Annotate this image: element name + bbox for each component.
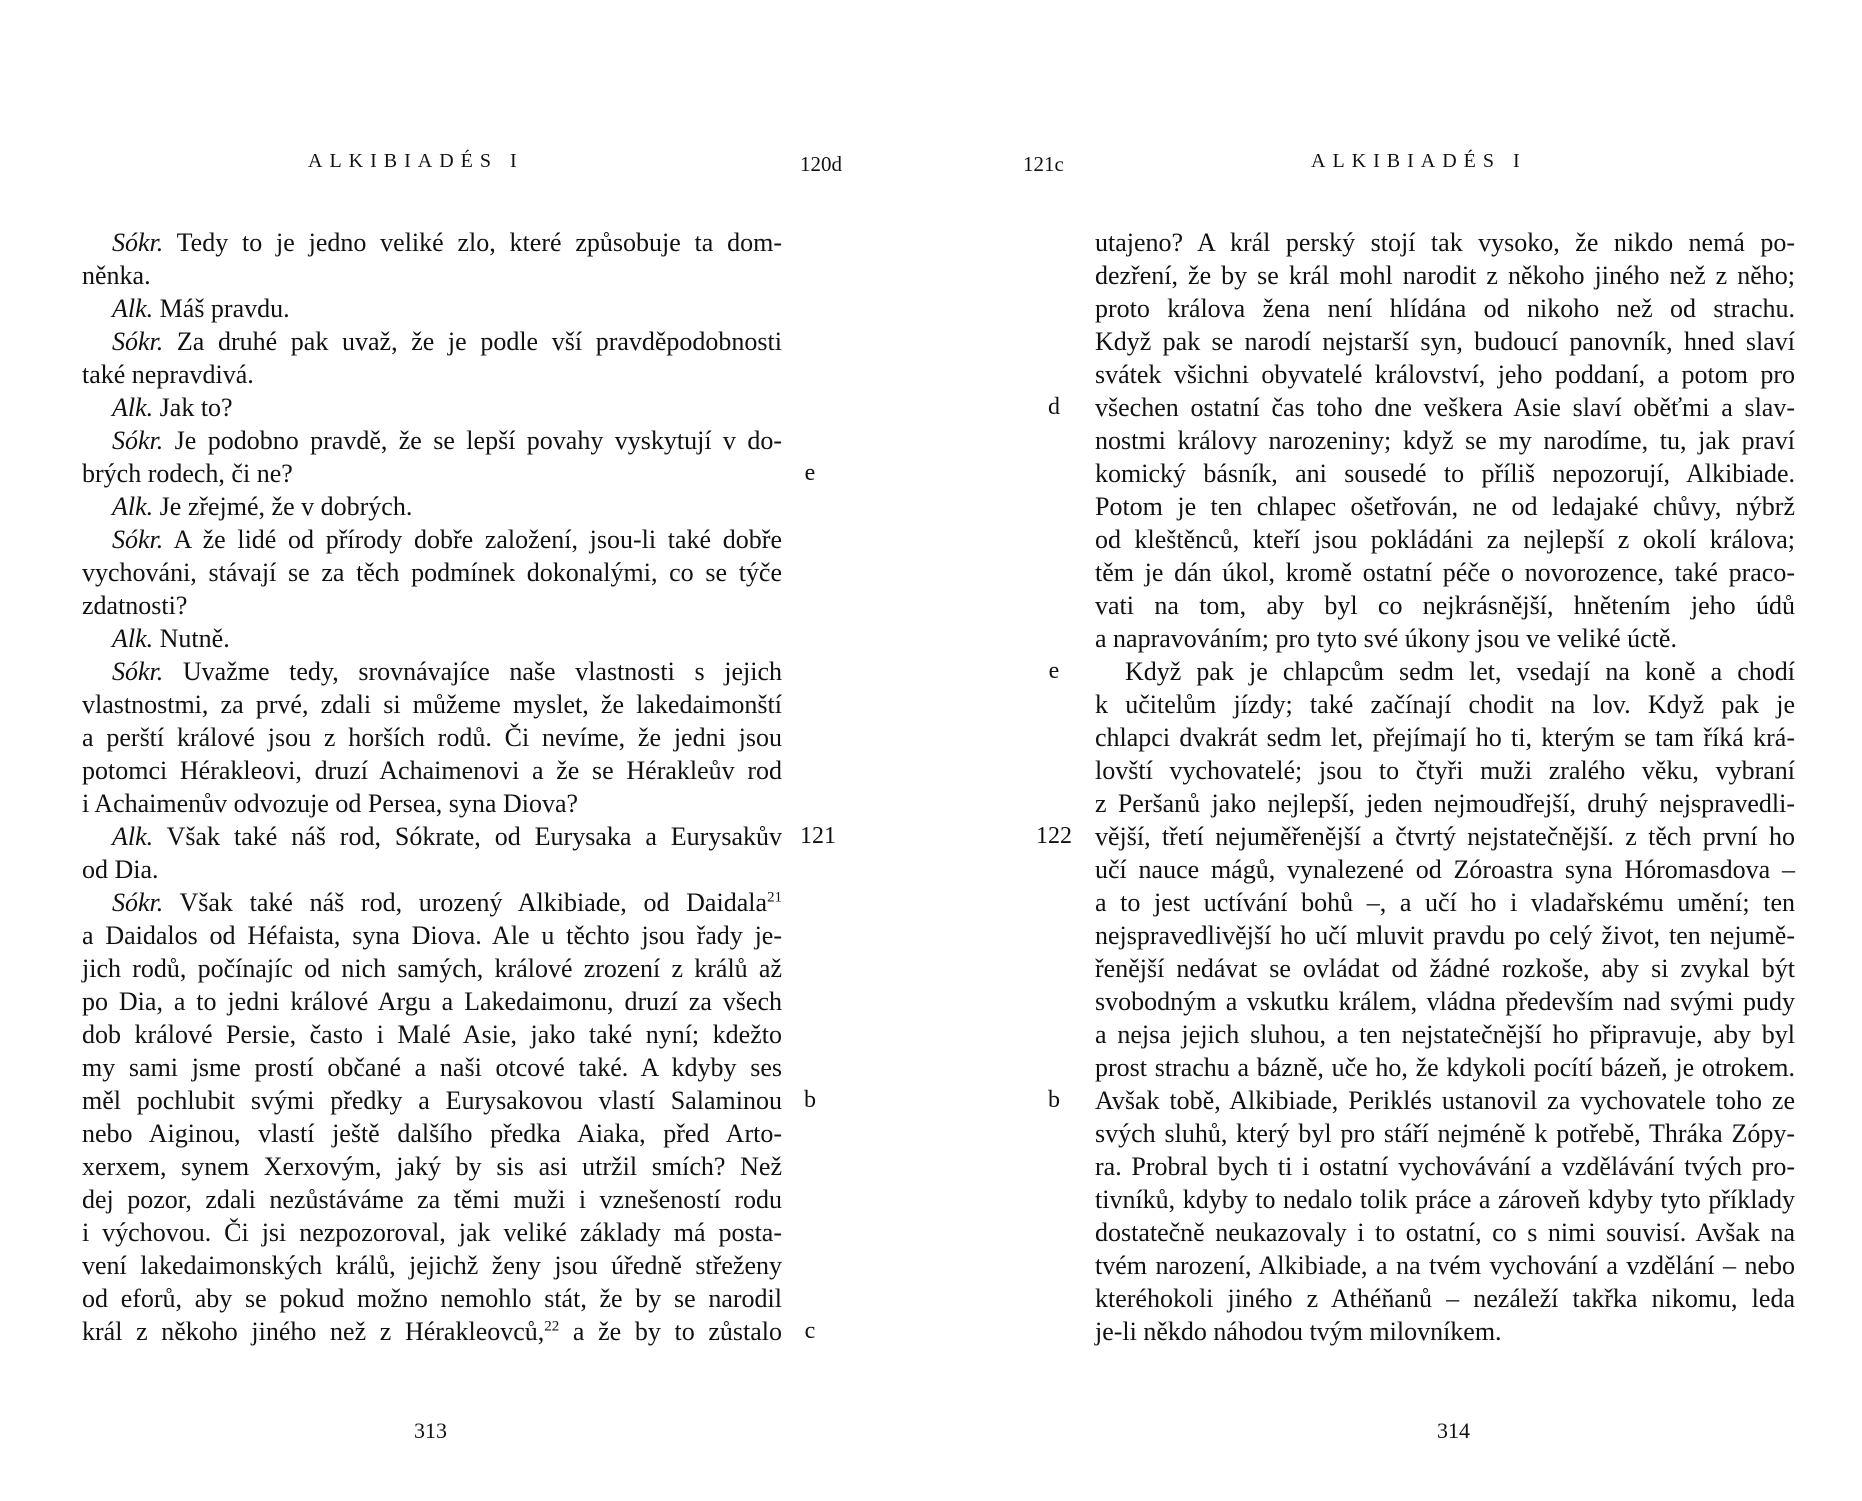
text-line: nejspravedlivější ho učí mluvit pravdu po celý život, ten nejumě-: [1095, 921, 1795, 950]
text-line: svátek všichni obyvatelé království, jeho poddaní, a potom pro: [1095, 360, 1795, 389]
text-line: kteréhokoli jiného z Athéňanů – nezáleží takřka nikomu, leda: [1095, 1284, 1795, 1313]
text-line: Sókr. Je podobno pravdě, že se lepší povahy vyskytují v do-: [112, 426, 782, 455]
text-line: dostatečně neukazovaly i to ostatní, co s nimi souvisí. Avšak na: [1095, 1218, 1795, 1247]
stephanus-ref-left: 120d: [800, 152, 842, 176]
text-line: a Daidalos od Héfaista, syna Diova. Ale u těchto jsou řady je-: [82, 921, 782, 950]
text-line: vení lakedaimonských králů, jejichž ženy jsou úředně střeženy: [82, 1251, 782, 1280]
text-line: je-li někdo náhodou tvým milovníkem.: [1095, 1317, 1502, 1346]
text-line: Sókr. Za druhé pak uvaž, že je podle vší pravděpodobnosti: [112, 327, 782, 356]
text-line: i Achaimenův odvozuje od Persea, syna Diova?: [82, 789, 579, 818]
text-line: svobodným a vskutku králem, vládna především nad svými pudy: [1095, 987, 1795, 1016]
text-line: vychováni, stávají se za těch podmínek dokonalými, co se týče: [82, 558, 782, 587]
margin-ref-122: 122: [1036, 823, 1072, 849]
page-number-left: 313: [414, 1418, 447, 1443]
text-line: zdatnosti?: [82, 591, 188, 620]
text-line: od Dia.: [82, 855, 159, 884]
margin-ref-b: b: [804, 1087, 816, 1113]
text-line: od eforů, aby se pokud možno nemohlo stát, že by se narodil: [82, 1284, 782, 1313]
text-line: Alk. Je zřejmé, že v dobrých.: [112, 492, 413, 521]
text-line: lovští vychovatelé; jsou to čtyři muži zralého věku, vybraní: [1095, 756, 1795, 785]
text-line: Sókr. Však také náš rod, urozený Alkibiade, od Daidala$^{21}$: [112, 888, 782, 917]
text-line: z Peršanů jako nejlepší, jeden nejmoudřejší, druhý nejspravedli-: [1095, 789, 1795, 818]
text-line: Sókr. Uvažme tedy, srovnávajíce naše vlastnosti s jejich: [112, 657, 782, 686]
text-line: Potom je ten chlapec ošetřován, ne od ledajaké chůvy, nýbrž: [1095, 492, 1795, 521]
text-line: jich rodů, počínajíc od nich samých, králové zrození z králů až: [82, 954, 782, 983]
footnote-ref[interactable]: 21: [767, 889, 782, 906]
text-line: dezření, že by se král mohl narodit z někoho jiného než z něho;: [1095, 261, 1795, 290]
text-line: tivníků, kdyby to nedalo tolik práce a zároveň kdyby tyto příklady: [1095, 1185, 1795, 1214]
text-line: všechen ostatní čas toho dne veškera Asie slaví oběťmi a slav-: [1095, 393, 1795, 422]
running-head-left: ALKIBIADÉS I: [308, 150, 524, 172]
text-line: Alk. Nutně.: [112, 624, 230, 653]
text-line: vati na tom, aby byl co nejkrásnější, hnětením jeho údů: [1095, 591, 1795, 620]
text-line: utajeno? A král perský stojí tak vysoko, že nikdo nemá po-: [1095, 228, 1795, 257]
text-line: Alk. Však také náš rod, Sókrate, od Eurysaka a Eurysakův: [112, 822, 782, 851]
stephanus-ref-right: 121c: [1023, 152, 1064, 176]
text-line: xerxem, synem Xerxovým, jaký by sis asi utržil smích? Než: [82, 1152, 782, 1181]
text-line: po Dia, a to jedni králové Argu a Lakedaimonu, druzí za všech: [82, 987, 782, 1016]
text-line: něnka.: [82, 261, 151, 290]
text-line: k učitelům jízdy; také začínají chodit na lov. Když pak je: [1095, 690, 1795, 719]
text-line: i výchovou. Či jsi nezpozoroval, jak veliké základy má posta-: [82, 1218, 782, 1247]
margin-ref-b: b: [1048, 1087, 1060, 1113]
text-line: dob králové Persie, často i Malé Asie, jako také nyní; kdežto: [82, 1020, 782, 1049]
text-line: a to jest uctívání bohů –, a učí ho i vladařskému umění; ten: [1095, 888, 1795, 917]
text-line: Alk. Jak to?: [112, 393, 233, 422]
text-line: Alk. Máš pravdu.: [112, 294, 290, 323]
text-line: nostmi královy narozeniny; když se my narodíme, tu, jak praví: [1095, 426, 1795, 455]
text-line: a perští králové jsou z horších rodů. Či nevíme, že jedni jsou: [82, 723, 782, 752]
text-line: měl pochlubit svými předky a Eurysakovou vlastí Salaminou: [82, 1086, 782, 1115]
text-line: těm je dán úkol, kromě ostatní péče o novorozence, také praco-: [1095, 558, 1795, 587]
text-line: Avšak tobě, Alkibiade, Periklés ustanovil za vychovatele toho ze: [1095, 1086, 1795, 1115]
text-line: proto králova žena není hlídána od nikoho než od strachu.: [1095, 294, 1795, 323]
text-line: Když pak se narodí nejstarší syn, budoucí panovník, hned slaví: [1095, 327, 1795, 356]
text-line: učí nauce mágů, vynalezené od Zóroastra syna Hóromasdova –: [1095, 855, 1795, 884]
text-line: potomci Hérakleovi, druzí Achaimenovi a že se Hérakleův rod: [82, 756, 782, 785]
margin-ref-e: e: [1048, 658, 1060, 684]
text-line: my sami jsme prostí občané a naši otcové také. A kdyby ses: [82, 1053, 782, 1082]
text-line: Sókr. Tedy to je jedno veliké zlo, které způsobuje ta dom-: [112, 228, 782, 257]
margin-ref-e: e: [804, 460, 816, 486]
text-line: ra. Probral bych ti i ostatní vychovávání a vzdělávání tvých pro-: [1095, 1152, 1795, 1181]
text-line: nebo Aiginou, vlastí ještě dalšího předka Aiaka, před Arto-: [82, 1119, 782, 1148]
text-line: dej pozor, zdali nezůstáváme za těmi muži i vznešeností rodu: [82, 1185, 782, 1214]
text-line: prost strachu a bázně, uče ho, že kdykoli pocítí bázeň, je otrokem.: [1095, 1053, 1795, 1082]
text-line: Sókr. A že lidé od přírody dobře založení, jsou-li také dobře: [112, 525, 782, 554]
text-line: chlapci dvakrát sedm let, přejímají ho ti, kterým se tam říká krá-: [1095, 723, 1795, 752]
text-line: řenější nedávat se ovládat od žádné rozkoše, aby si zvykal být: [1095, 954, 1795, 983]
text-line: svých sluhů, který byl pro stáří nejméně k potřebě, Thráka Zópy-: [1095, 1119, 1795, 1148]
text-line: a napravováním; pro tyto své úkony jsou ve veliké úctě.: [1095, 624, 1677, 653]
text-line: a nejsa jejich sluhou, a ten nejstatečnější ho připravuje, aby byl: [1095, 1020, 1795, 1049]
margin-ref-c: c: [804, 1318, 816, 1344]
text-line: také nepravdivá.: [82, 360, 254, 389]
page-number-right: 314: [1437, 1418, 1470, 1443]
text-line: brých rodech, či ne?: [82, 459, 293, 488]
margin-ref-d: d: [1048, 394, 1060, 420]
running-head-right: ALKIBIADÉS I: [1311, 150, 1527, 172]
text-line: Když pak je chlapcům sedm let, vsedají na koně a chodí: [1125, 657, 1795, 686]
right-page: [931, 0, 1862, 1501]
text-line: vlastnostmi, za prvé, zdali si můžeme myslet, že lakedaimonští: [82, 690, 782, 719]
text-line: od kleštěnců, kteří jsou pokládáni za nejlepší z okolí králova;: [1095, 525, 1795, 554]
text-line: komický básník, ani sousedé to příliš nepozorují, Alkibiade.: [1095, 459, 1795, 488]
text-line: král z někoho jiného než z Hérakleovců,$^{22}$ a že by to zůstalo: [82, 1317, 782, 1346]
margin-ref-121: 121: [800, 823, 836, 849]
footnote-ref[interactable]: 22: [544, 1318, 560, 1335]
text-line: vější, třetí nejuměřenější a čtvrtý nejstatečnější. z těch první ho: [1095, 822, 1795, 851]
text-line: tvém narození, Alkibiade, a na tvém vychování a vzdělání – nebo: [1095, 1251, 1795, 1280]
